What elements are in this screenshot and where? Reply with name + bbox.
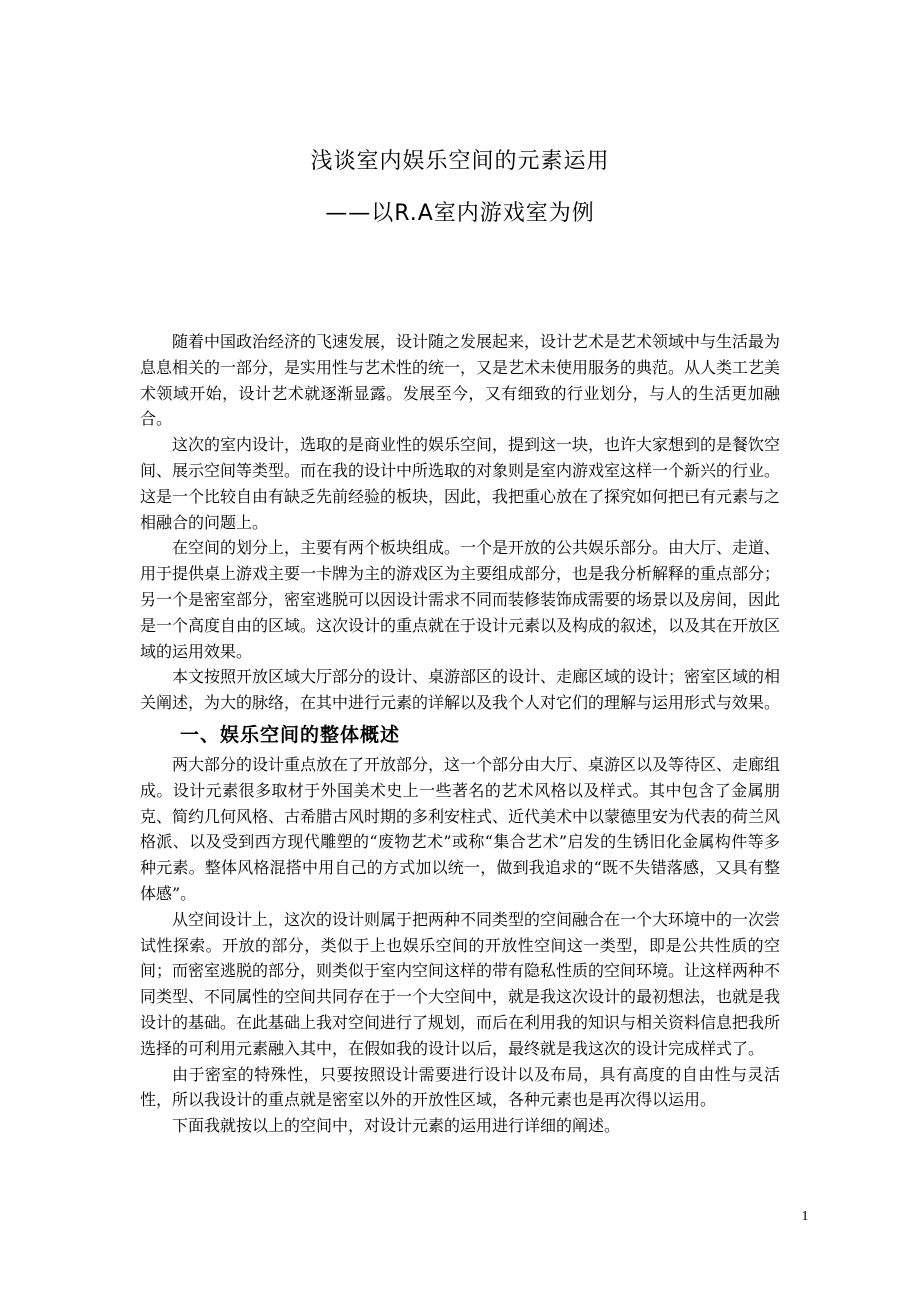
document-body: [140, 329, 780, 1139]
intro-paragraph: 本文按照开放区域大厅部分的设计、桌游部区的设计、走廊区域的设计；密室区域的相关阐述，为大的脉络，在其中进行元素的详解以及我个人对它们的理解与运用形式与效果。: [140, 667, 781, 713]
page-number: 1: [801, 1209, 809, 1224]
document-subtitle: ——以R.A室内游戏室为例: [325, 201, 595, 226]
document-title: 浅谈室内娱乐空间的元素运用: [310, 149, 610, 174]
intro-paragraph: 这次的室内设计，选取的是商业性的娱乐空间，提到这一块，也许大家想到的是餐饮空间、展示空间等类型。而在我的设计中所选取的对象则是室内游戏室这样一个新兴的行业。这是一个比较自由有缺乏先前经验的板块，因此，我把重心放在了探究如何把已有元素与之相融合的问题上。: [140, 435, 781, 532]
intro-paragraph: 在空间的划分上，主要有两个板块组成。一个是开放的公共娱乐部分。由大厅、走道、用于提供桌上游戏主要一卡牌为主的游戏区为主要组成部分，也是我分析解释的重点部分；另一个是密室部分，密室逃脱可以因设计需求不同而装修装饰成需要的场景以及房间，因此是一个高度自由的区域。这次设计的重点就在于设计元素以及构成的叙述，以及其在开放区域的运用效果。: [140, 538, 781, 661]
section-heading: 一、娱乐空间的整体概述: [180, 723, 401, 746]
intro-paragraph: 随着中国政治经济的飞速发展，设计随之发展起来，设计艺术是艺术领域中与生活最为息息相关的一部分，是实用性与艺术性的统一，又是艺术未使用服务的典范。从人类工艺美术领域开始，设计艺术就逐渐显露。发展至今，又有细致的行业划分，与人的生活更加融合。: [140, 332, 781, 429]
section-paragraph: 下面我就按以上的空间中，对设计元素的运用进行详细的阐述。: [172, 1116, 621, 1136]
section-paragraph: 由于密室的特殊性，只要按照设计需要进行设计以及布局，具有高度的自由性与灵活性，所以我设计的重点就是密室以外的开放性区域，各种元素也是再次得以运用。: [140, 1064, 780, 1110]
section-paragraph: 从空间设计上，这次的设计则属于把两种不同类型的空间融合在一个大环境中的一次尝试性探索。开放的部分，类似于上也娱乐空间的开放性空间这一类型，即是公共性质的空间；而密室逃脱的部分，则类似于室内空间这样的带有隐私性质的空间环境。让这样两种不同类型、不同属性的空间共同存在于一个大空间中，就是我这次设计的最初想法，也就是我设计的基础。在此基础上我对空间进行了规划，而后在利用我的知识与相关资料信息把我所选择的可利用元素融入其中，在假如我的设计以后，最终就是我这次的设计完成样式了。: [140, 909, 781, 1058]
section-paragraph: 两大部分的设计重点放在了开放部分，这一个部分由大厅、桌游区以及等待区、走廊组成。设计元素很多取材于外国美术史上一些著名的艺术风格以及样式。其中包含了金属朋克、简约几何风格、古希腊古风时期的多利安柱式、近代美术中以蒙德里安为代表的荷兰风格派、以及受到西方现代雕塑的“废物艺术”或称“集合艺术”启发的生锈旧化金属构件等多种元素。整体风格混搭中用自己的方式加以统一，做到我追求的“既不失错落感，又具有整体感”。: [140, 754, 781, 903]
